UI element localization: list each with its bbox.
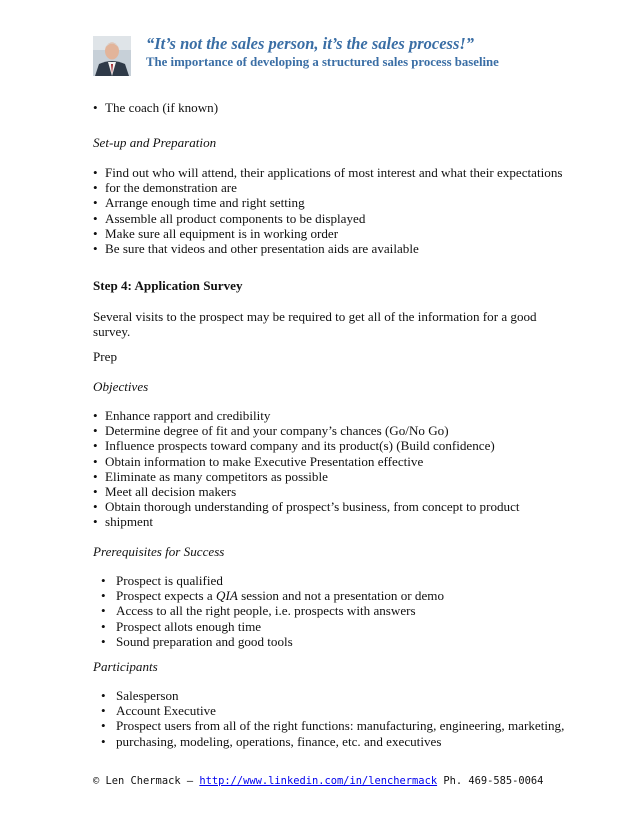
list-item: • Make sure all equipment is in working order: [93, 226, 562, 241]
prereq-heading: Prerequisites for Success: [93, 544, 225, 559]
objectives-heading: Objectives: [93, 379, 149, 394]
list-item: • Find out who will attend, their applications of most interest and what their expectations: [93, 165, 562, 180]
participants-list: [93, 688, 564, 749]
list-item: • Assemble all product components to be displayed: [93, 211, 562, 226]
list-item-continuation: • purchasing, modeling, operations, finance, etc. and executives: [93, 734, 564, 749]
list-item: • Prospect is qualified: [93, 573, 444, 588]
list-item: • Influence prospects toward company and its product(s) (Build confidence): [93, 438, 520, 453]
objectives-list: [93, 408, 520, 530]
intro-section: [93, 100, 218, 115]
list-item: • The coach (if known): [93, 100, 218, 115]
list-item: • Access to all the right people, i.e. prospects with answers: [93, 603, 444, 618]
objectives-section: [93, 408, 520, 530]
list-item: • Arrange enough time and right setting: [93, 195, 562, 210]
list-item: • Eliminate as many competitors as possible: [93, 469, 520, 484]
list-item: • Determine degree of fit and your company’s chances (Go/No Go): [93, 423, 520, 438]
list-item: • Be sure that videos and other presentation aids are available: [93, 241, 562, 256]
setup-heading: Set-up and Preparation: [93, 135, 217, 150]
setup-list: [93, 165, 562, 256]
footer-copyright: © Len Chermack –: [93, 775, 200, 787]
list-item: • Salesperson: [93, 688, 564, 703]
step4-paragraph-line1: Several visits to the prospect may be required to get all of the information for a good: [93, 309, 537, 324]
page-footer: [93, 775, 543, 787]
setup-section: [93, 165, 562, 256]
participants-section: [93, 688, 564, 749]
step4-heading: Step 4: Application Survey: [93, 278, 243, 293]
list-item: • Obtain information to make Executive Presentation effective: [93, 454, 520, 469]
participants-heading: Participants: [93, 659, 158, 674]
author-photo: [93, 36, 131, 76]
page-header: [93, 36, 563, 76]
list-item: • Prospect users from all of the right functions: manufacturing, engineering, marketing,: [93, 718, 564, 733]
list-item: • Prospect expects a QIA session and not a presentation or demo: [93, 588, 444, 603]
prep-label: Prep: [93, 349, 118, 364]
footer-phone: Ph. 469-585-0064: [437, 775, 544, 787]
list-item: • Account Executive: [93, 703, 564, 718]
list-item: • Obtain thorough understanding of prospect’s business, from concept to product: [93, 499, 520, 514]
list-item: • Enhance rapport and credibility: [93, 408, 520, 423]
intro-list: [93, 100, 218, 115]
list-item: • Prospect allots enough time: [93, 619, 444, 634]
list-item: • Sound preparation and good tools: [93, 634, 444, 649]
prereq-list: [93, 573, 444, 649]
prereq-section: [93, 573, 444, 649]
linkedin-link[interactable]: http://www.linkedin.com/in/lenchermack: [199, 775, 438, 787]
list-item-continuation: • shipment: [93, 514, 520, 529]
person-photo-icon: [93, 36, 131, 76]
step4-paragraph-line2: survey.: [93, 324, 131, 339]
qia-emphasis: QIA: [216, 588, 238, 604]
header-subtitle: The importance of developing a structured sales process baseline: [146, 55, 499, 69]
list-item-continuation: • for the demonstration are: [93, 180, 562, 195]
list-item: • Meet all decision makers: [93, 484, 520, 499]
header-title: “It’s not the sales person, it’s the sales process!”: [146, 34, 475, 53]
